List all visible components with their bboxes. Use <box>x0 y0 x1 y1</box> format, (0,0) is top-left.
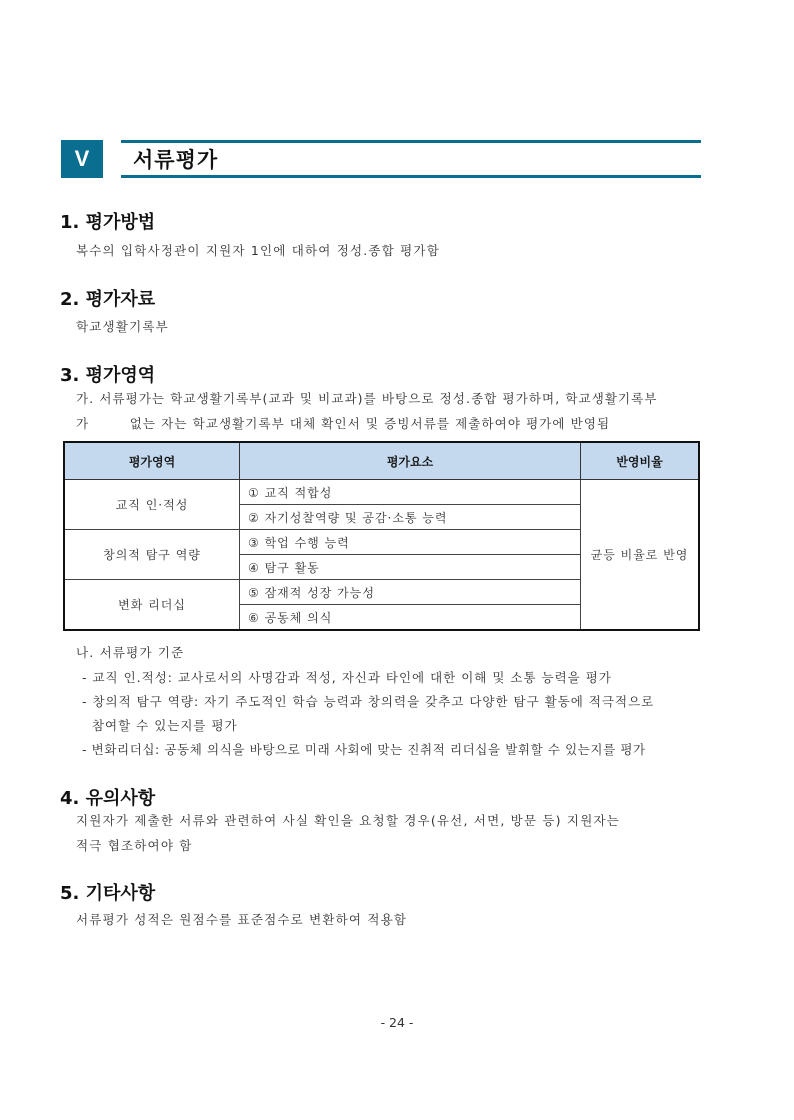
section-heading-material: 2. 평가자료 <box>60 289 156 310</box>
table-row <box>64 480 699 505</box>
criteria-item: - 창의적 탐구 역량: 자기 주도적인 학습 능력과 창의력을 갖추고 다양한 탐구 활동에 적극적으로 <box>82 694 655 709</box>
criteria-item-continued: 참여할 수 있는지를 평가 <box>82 718 238 733</box>
section-heading-area: 3. 평가영역 <box>60 365 156 386</box>
area-cell: 변화 리더십 <box>64 580 240 631</box>
section-body-method: 복수의 입학사정관이 지원자 1인에 대하여 정성.종합 평가함 <box>76 243 440 258</box>
chapter-title-bar <box>121 140 701 178</box>
table-header-row <box>64 442 699 480</box>
chapter-number-badge: V <box>61 140 103 178</box>
area-cell: 창의적 탐구 역량 <box>64 530 240 580</box>
header-element: 평가요소 <box>240 442 581 480</box>
element-cell: ⑥ 공동체 의식 <box>240 605 581 631</box>
ratio-cell: 균등 비율로 반영 <box>581 480 700 631</box>
area-cell: 교직 인·적성 <box>64 480 240 530</box>
header-area: 평가영역 <box>64 442 240 480</box>
page-number: - 24 - <box>380 1015 414 1030</box>
header-ratio: 반영비율 <box>581 442 700 480</box>
evaluation-table <box>63 441 700 631</box>
section-body-notice-line2: 적극 협조하여야 함 <box>76 838 193 853</box>
section-heading-etc: 5. 기타사항 <box>60 883 156 904</box>
element-cell: ④ 탐구 활동 <box>240 555 581 580</box>
section-body-etc: 서류평가 성적은 원점수를 표준점수로 변환하여 적용함 <box>76 912 408 927</box>
section-body-area-line1: 가. 서류평가는 학교생활기록부(교과 및 비교과)를 바탕으로 정성.종합 평가하며, 학교생활기록부 <box>76 391 658 406</box>
section-body-material: 학교생활기록부 <box>76 319 169 334</box>
section-body-notice-line1: 지원자가 제출한 서류와 관련하여 사실 확인을 요청할 경우(유선, 서면, 방문 등) 지원자는 <box>76 813 621 828</box>
section-heading-method: 1. 평가방법 <box>60 212 156 233</box>
section-body-area-line2: 가 없는 자는 학교생활기록부 대체 확인서 및 증빙서류를 제출하여야 평가에 반영됨 <box>76 416 611 431</box>
element-cell: ③ 학업 수행 능력 <box>240 530 581 555</box>
criteria-title: 나. 서류평가 기준 <box>76 645 185 660</box>
element-cell: ⑤ 잠재적 성장 가능성 <box>240 580 581 605</box>
element-cell: ① 교직 적합성 <box>240 480 581 505</box>
section-heading-notice: 4. 유의사항 <box>60 788 156 809</box>
criteria-item: - 변화리더십: 공동체 의식을 바탕으로 미래 사회에 맞는 진취적 리더십을 발휘할 수 있는지를 평가 <box>82 742 646 757</box>
chapter-title: 서류평가 <box>133 148 219 172</box>
element-cell: ② 자기성찰역량 및 공감·소통 능력 <box>240 505 581 530</box>
criteria-item: - 교직 인.적성: 교사로서의 사명감과 적성, 자신과 타인에 대한 이해 및 소통 능력을 평가 <box>82 670 612 685</box>
